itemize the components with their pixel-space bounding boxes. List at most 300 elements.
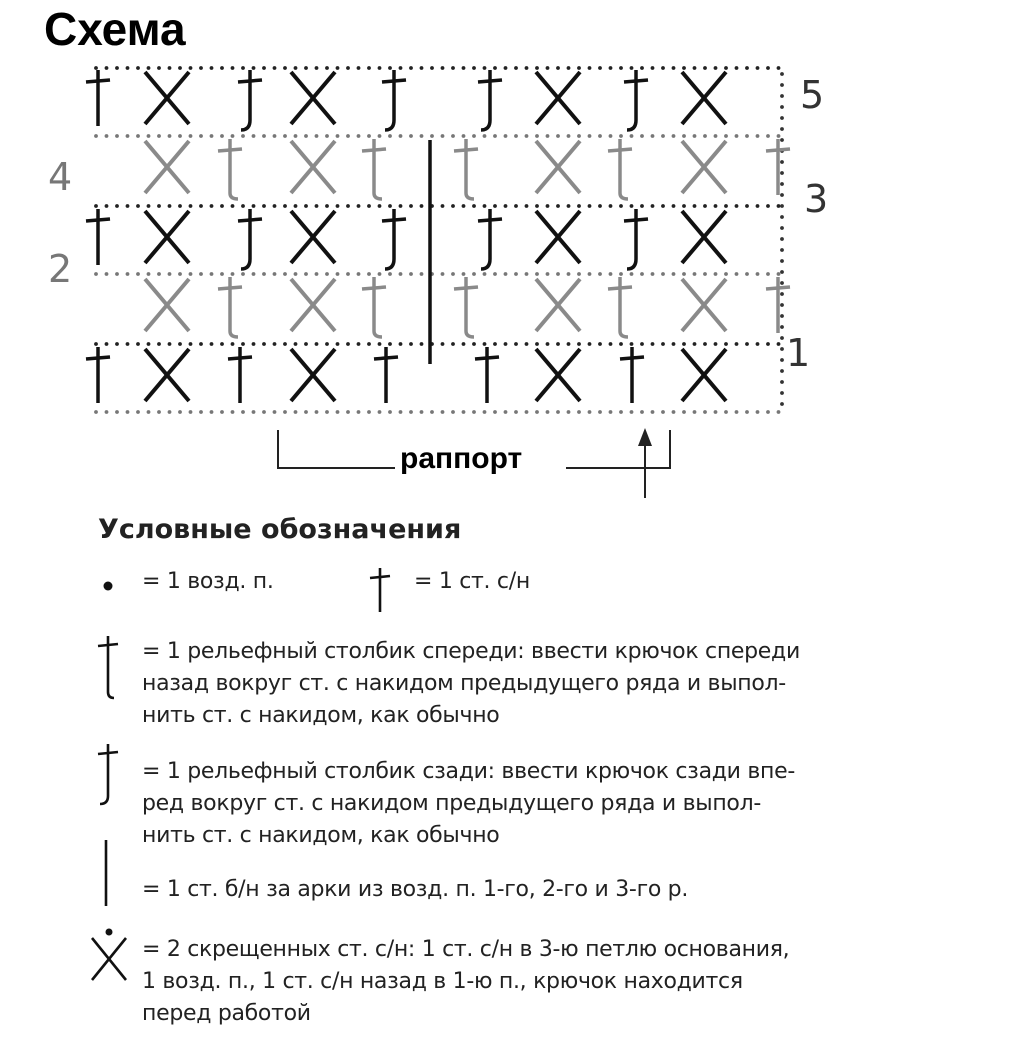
chain-dot (115, 272, 119, 276)
chain-dot (157, 204, 161, 208)
chain-dot (189, 272, 193, 276)
chain-dot (567, 204, 571, 208)
chain-dot (409, 342, 413, 346)
chain-dot (661, 66, 665, 70)
chain-dot (357, 66, 361, 70)
chain-dot (745, 204, 749, 208)
chain-dot (168, 66, 172, 70)
chain-dot (619, 66, 623, 70)
chain-dot (588, 342, 592, 346)
chain-dot (640, 272, 644, 276)
chain-dot (388, 272, 392, 276)
chain-dot (577, 272, 581, 276)
dc-mark (86, 357, 110, 359)
chain-dot (462, 134, 466, 138)
chain-dot (210, 134, 214, 138)
chain-dot (535, 66, 539, 70)
chain-dot (189, 134, 193, 138)
chain-dot (315, 410, 319, 414)
chain-dot (168, 272, 172, 276)
chain-dot (672, 134, 676, 138)
chain-dot (780, 94, 784, 98)
chain-dot (210, 342, 214, 346)
chain-dot (630, 134, 634, 138)
chain-dot (346, 204, 350, 208)
chain-dot (115, 134, 119, 138)
chain-dot (556, 272, 560, 276)
chain-dot (577, 66, 581, 70)
chain-dot (598, 272, 602, 276)
chain-dot (780, 369, 784, 373)
chain-dot (420, 342, 424, 346)
chain-dot (409, 272, 413, 276)
chain-dot (577, 134, 581, 138)
chain-dot (682, 410, 686, 414)
chain-dot (703, 134, 707, 138)
chain-dot (378, 410, 382, 414)
chain-dot (378, 134, 382, 138)
chain-dot (315, 272, 319, 276)
chain-dot (567, 410, 571, 414)
chain-dot (378, 342, 382, 346)
chain-dot (535, 342, 539, 346)
chain-dot (525, 342, 529, 346)
chain-dot (682, 342, 686, 346)
chain-dot (199, 342, 203, 346)
legend-dot-text: = 1 возд. п. (142, 569, 274, 594)
chain-dot (147, 410, 151, 414)
front-post-mark (374, 331, 382, 337)
chain-dot (210, 204, 214, 208)
chain-dot (780, 105, 784, 109)
chain-dot (262, 342, 266, 346)
chain-dot (273, 342, 277, 346)
chain-dot (546, 342, 550, 346)
chain-dot (514, 272, 518, 276)
chain-dot (115, 410, 119, 414)
chain-dot (262, 134, 266, 138)
chain-dot (577, 204, 581, 208)
chain-dot (220, 272, 224, 276)
back-post-mark (238, 219, 262, 221)
chain-dot (126, 134, 130, 138)
chain-dot (514, 342, 518, 346)
chain-dot (178, 272, 182, 276)
crossed-dc-icon (86, 924, 136, 986)
chain-dot (780, 237, 784, 241)
legend-title: Условные обозначения (98, 514, 462, 545)
chain-dot (780, 160, 784, 164)
chain-dot (780, 336, 784, 340)
chain-dot (777, 66, 781, 70)
chain-dot (94, 66, 98, 70)
dc-mark (374, 357, 398, 359)
chain-dot (609, 272, 613, 276)
chain-dot (682, 204, 686, 208)
chain-dot (472, 272, 476, 276)
chain-dot (661, 410, 665, 414)
chain-dot (420, 134, 424, 138)
front-post-mark (230, 331, 238, 337)
chain-dot (745, 66, 749, 70)
row-label-5: 5 (800, 73, 825, 117)
chain-dot (588, 134, 592, 138)
back-post-icon (94, 738, 124, 808)
chain-dot (780, 138, 784, 142)
chain-dot (252, 204, 256, 208)
chain-dot (651, 134, 655, 138)
chain-dot (546, 66, 550, 70)
chain-dot (609, 410, 613, 414)
chain-dot (514, 410, 518, 414)
rapport-arrow (638, 428, 652, 446)
chain-dot (157, 134, 161, 138)
chain-dot (483, 342, 487, 346)
chain-dot (441, 342, 445, 346)
chain-dot (94, 410, 98, 414)
chain-dot (178, 410, 182, 414)
chain-dot (325, 204, 329, 208)
chain-dot (262, 66, 266, 70)
chain-dot (336, 410, 340, 414)
chain-dot (556, 410, 560, 414)
chain-dot (714, 204, 718, 208)
chain-dot (598, 66, 602, 70)
chain-dot (780, 281, 784, 285)
front-post-mark (620, 193, 628, 199)
chain-dot (241, 342, 245, 346)
chain-dot (252, 66, 256, 70)
chain-dot (294, 272, 298, 276)
chain-dot (241, 134, 245, 138)
chain-dot (535, 410, 539, 414)
chain-dot (262, 204, 266, 208)
chain-dot (780, 325, 784, 329)
chain-dot (780, 270, 784, 274)
chain-dot (220, 134, 224, 138)
chain-dot (231, 134, 235, 138)
chain-dot (367, 272, 371, 276)
chain-dot (556, 134, 560, 138)
chain-dot (262, 272, 266, 276)
rapport-bracket (566, 430, 670, 468)
chain-dot (745, 134, 749, 138)
chain-dot (780, 171, 784, 175)
chain-dot (780, 402, 784, 406)
chain-dot (609, 66, 613, 70)
chain-dot (126, 272, 130, 276)
chain-dot (273, 134, 277, 138)
chain-dot (346, 66, 350, 70)
chain-dot (336, 66, 340, 70)
chain-dot (252, 410, 256, 414)
chain-dot (598, 134, 602, 138)
back-post-mark (624, 219, 648, 221)
chain-dot (294, 66, 298, 70)
chain-dot (115, 204, 119, 208)
chain-dot (546, 204, 550, 208)
chain-dot (441, 272, 445, 276)
chain-dot (640, 342, 644, 346)
chain-dot (105, 134, 109, 138)
chain-dot (315, 342, 319, 346)
row-label-2: 2 (48, 247, 73, 291)
chain-dot (420, 410, 424, 414)
chain-dot (136, 272, 140, 276)
chain-dot (609, 342, 613, 346)
chain-dot (441, 204, 445, 208)
chain-dot (661, 134, 665, 138)
chain-dot (199, 272, 203, 276)
chain-dot (315, 66, 319, 70)
chain-dot (147, 272, 151, 276)
chain-dot (157, 66, 161, 70)
chain-dot (630, 342, 634, 346)
chain-dot (546, 134, 550, 138)
chain-dot (780, 226, 784, 230)
chain-dot (504, 410, 508, 414)
front-post-mark (466, 193, 474, 199)
chain-dot (493, 134, 497, 138)
chain-dot (336, 204, 340, 208)
chain-dot (672, 342, 676, 346)
chain-dot (598, 342, 602, 346)
dot-icon (100, 570, 120, 600)
chain-dot (178, 66, 182, 70)
chain-dot (651, 410, 655, 414)
chain-dot (126, 410, 130, 414)
chain-dot (588, 410, 592, 414)
legend-front-post-text: = 1 рельефный столбик спереди: ввести крючок спереди назад вокруг ст. с накидом предыдущего ряда и выпол- нить ст. с накидом, как обычно (142, 639, 800, 728)
chain-dot (105, 272, 109, 276)
chain-dot (409, 204, 413, 208)
chain-dot (462, 204, 466, 208)
chain-dot (483, 204, 487, 208)
chain-dot (367, 204, 371, 208)
chain-dot (567, 342, 571, 346)
chain-dot (367, 342, 371, 346)
front-post-icon (94, 630, 124, 700)
chain-dot (535, 204, 539, 208)
legend-sc-line-text: = 1 ст. б/н за арки из возд. п. 1-го, 2-го и 3-го р. (142, 877, 689, 902)
chain-dot (346, 410, 350, 414)
chain-dot (714, 342, 718, 346)
chain-dot (283, 342, 287, 346)
chain-dot (451, 66, 455, 70)
chain-dot (430, 410, 434, 414)
chain-dot (546, 410, 550, 414)
dc-icon (366, 562, 396, 614)
chain-dot (367, 66, 371, 70)
chain-dot (472, 410, 476, 414)
chain-dot (766, 272, 770, 276)
chain-dot (598, 410, 602, 414)
chain-dot (661, 342, 665, 346)
legend-back-post-text: = 1 рельефный столбик сзади: ввести крючок сзади впе- ред вокруг ст. с накидом предыдущего ряда и выпол- нить ст. с накидом, как обычно (142, 759, 795, 848)
chain-dot (273, 410, 277, 414)
chain-dot (472, 342, 476, 346)
chain-dot (399, 66, 403, 70)
chain-dot (682, 66, 686, 70)
chain-dot (168, 410, 172, 414)
chain-dot (105, 342, 109, 346)
chain-dot (220, 342, 224, 346)
chain-dot (241, 66, 245, 70)
chain-dot (210, 66, 214, 70)
chain-dot (556, 342, 560, 346)
chain-dot (780, 303, 784, 307)
chain-dot (252, 272, 256, 276)
chain-dot (672, 66, 676, 70)
chain-dot (672, 410, 676, 414)
chain-dot (178, 204, 182, 208)
row-label-1: 1 (786, 331, 811, 375)
back-post-mark (481, 259, 490, 269)
chain-dot (619, 204, 623, 208)
chain-dot (588, 66, 592, 70)
rapport-bracket (278, 430, 395, 468)
chain-dot (735, 410, 739, 414)
chain-dot (462, 410, 466, 414)
back-post-mark (624, 80, 648, 82)
chain-dot (493, 66, 497, 70)
chain-dot (147, 204, 151, 208)
chain-dot (756, 342, 760, 346)
chain-dot (724, 204, 728, 208)
chain-dot (630, 204, 634, 208)
chain-dot (525, 134, 529, 138)
chain-dot (766, 342, 770, 346)
chain-dot (147, 66, 151, 70)
chain-dot (525, 66, 529, 70)
chain-dot (136, 134, 140, 138)
chain-dot (346, 134, 350, 138)
chain-dot (388, 134, 392, 138)
chain-dot (168, 342, 172, 346)
chain-dot (220, 66, 224, 70)
chain-dot (493, 272, 497, 276)
chain-dot (378, 66, 382, 70)
chain-dot (745, 342, 749, 346)
chain-dot (378, 204, 382, 208)
chain-dot (273, 272, 277, 276)
chain-dot (325, 66, 329, 70)
chain-dot (780, 292, 784, 296)
chain-dot (672, 204, 676, 208)
chain-dot (780, 391, 784, 395)
chain-dot (451, 410, 455, 414)
rapport-label: раппорт (400, 442, 523, 475)
chain-dot (147, 134, 151, 138)
chain-dot (399, 272, 403, 276)
chain-dot (157, 342, 161, 346)
chain-dot (609, 134, 613, 138)
chain-dot (273, 204, 277, 208)
chain-dot (304, 204, 308, 208)
chain-dot (252, 134, 256, 138)
chain-dot (420, 66, 424, 70)
chain-dot (315, 134, 319, 138)
chain-dot (514, 134, 518, 138)
chain-dot (199, 66, 203, 70)
chain-dot (325, 342, 329, 346)
chain-dot (94, 272, 98, 276)
chain-dot (504, 342, 508, 346)
back-post-mark (238, 80, 262, 82)
chain-dot (283, 204, 287, 208)
dc-mark (766, 287, 790, 289)
chain-dot (388, 410, 392, 414)
chain-dot (493, 342, 497, 346)
chain-dot (283, 410, 287, 414)
chain-dot (651, 204, 655, 208)
chain-dot (409, 66, 413, 70)
chain-dot (483, 134, 487, 138)
chain-dot (714, 66, 718, 70)
chain-dot (273, 66, 277, 70)
chain-dot (189, 410, 193, 414)
chain-dot (199, 134, 203, 138)
chain-dot (703, 342, 707, 346)
chain-dot (703, 410, 707, 414)
chain-dot (378, 272, 382, 276)
chain-dot (780, 347, 784, 351)
chain-dot (441, 66, 445, 70)
front-post-mark (362, 149, 386, 151)
chain-dot (714, 272, 718, 276)
chain-dot (420, 272, 424, 276)
chain-dot (514, 66, 518, 70)
chain-dot (115, 66, 119, 70)
chain-dot (357, 134, 361, 138)
chain-dot (367, 134, 371, 138)
chain-dot (126, 342, 130, 346)
dc-mark (620, 357, 644, 359)
chain-dot (693, 204, 697, 208)
front-post-mark (230, 193, 238, 199)
chain-dot (588, 272, 592, 276)
chain-dot (304, 272, 308, 276)
chain-dot (441, 134, 445, 138)
chain-dot (451, 204, 455, 208)
chain-dot (703, 66, 707, 70)
chain-dot (315, 204, 319, 208)
chain-dot (745, 272, 749, 276)
chain-dot (780, 204, 784, 208)
chain-dot (640, 204, 644, 208)
chain-dot (693, 66, 697, 70)
chain-dot (241, 410, 245, 414)
row-label-3: 3 (804, 177, 829, 221)
chain-dot (780, 380, 784, 384)
dc-mark (228, 357, 252, 359)
chain-dot (780, 193, 784, 197)
chain-dot (514, 204, 518, 208)
chain-dot (399, 204, 403, 208)
chain-dot (283, 134, 287, 138)
chain-dot (588, 204, 592, 208)
chain-dot (766, 410, 770, 414)
back-post-mark (627, 259, 636, 269)
chain-dot (766, 204, 770, 208)
chain-dot (231, 272, 235, 276)
chain-dot (577, 342, 581, 346)
chain-dot (157, 410, 161, 414)
chain-dot (619, 342, 623, 346)
chain-dot (703, 272, 707, 276)
chain-dot (724, 342, 728, 346)
chain-dot (399, 410, 403, 414)
